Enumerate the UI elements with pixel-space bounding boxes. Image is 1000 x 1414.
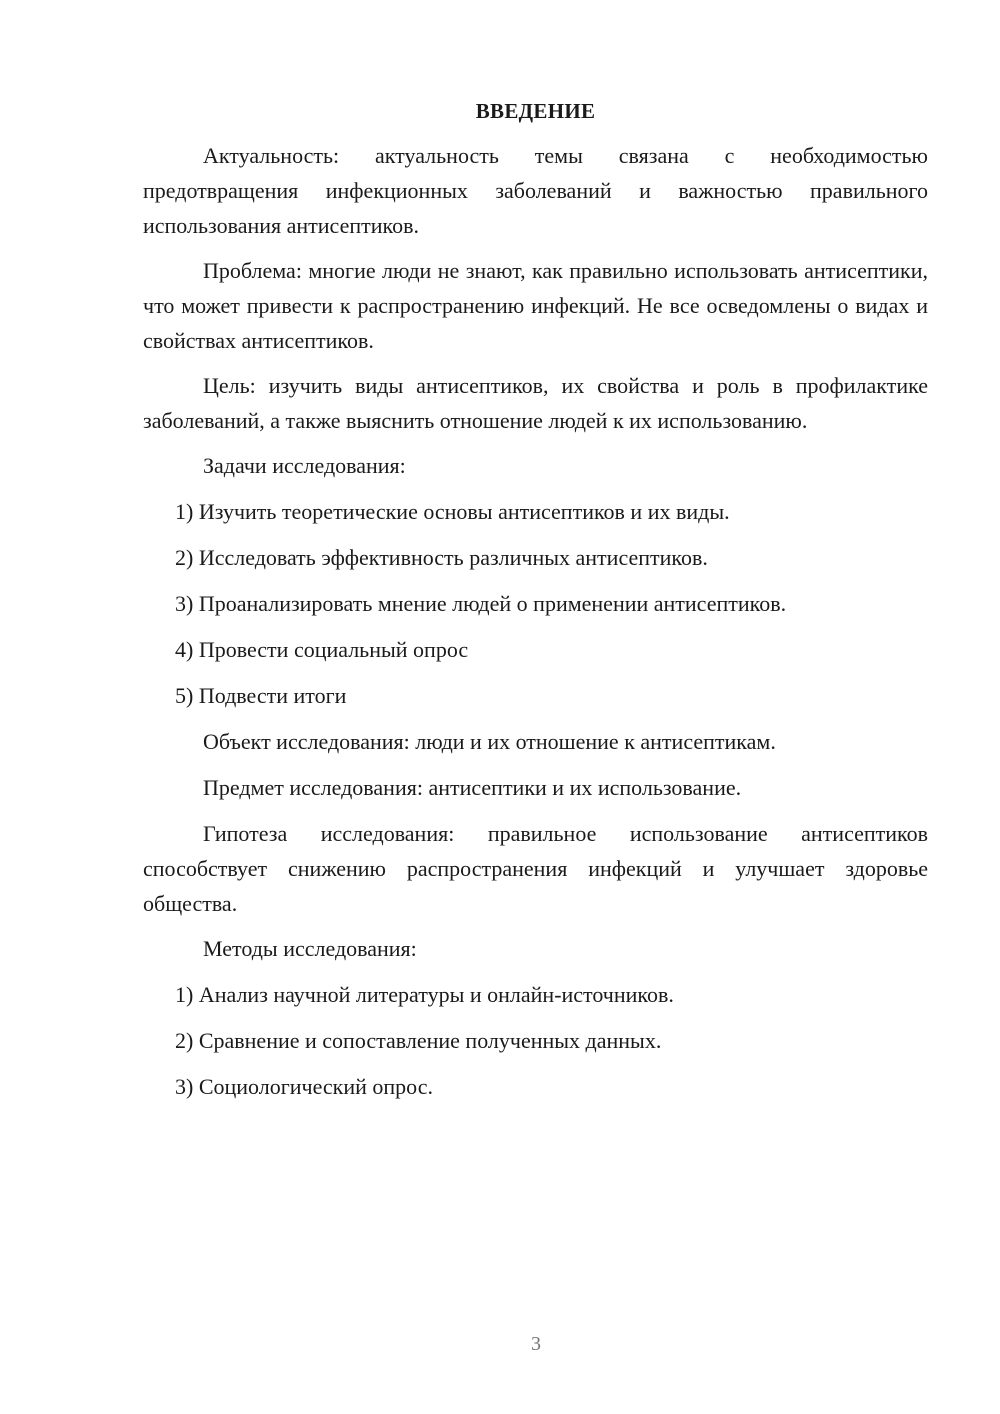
task-item: 4) Провести социальный опрос [175, 637, 469, 662]
subject-line: Предмет исследования: антисептики и их использование. [203, 775, 742, 800]
method-item: 1) Анализ научной литературы и онлайн-источников. [175, 982, 674, 1007]
page-number: 3 [531, 1333, 541, 1355]
hypothesis-paragraph: Гипотеза исследования: правильное использование антисептиков способствует снижению распространения инфекций и улучшает здоровье общества. [143, 821, 928, 916]
problem-paragraph: Проблема: многие люди не знают, как правильно использовать антисептики, что может привести к распространению инфекций. Не все осведомлены о видах и свойствах антисептиков. [143, 258, 928, 353]
goal-paragraph: Цель: изучить виды антисептиков, их свойства и роль в профилактике заболеваний, а также выяснить отношение людей к их использованию. [143, 373, 928, 433]
task-item: 1) Изучить теоретические основы антисептиков и их виды. [175, 499, 730, 524]
task-item: 5) Подвести итоги [175, 683, 347, 708]
method-item: 2) Сравнение и сопоставление полученных данных. [175, 1028, 662, 1053]
relevance-paragraph: Актуальность: актуальность темы связана с необходимостью предотвращения инфекционных заболеваний и важностью правильного использования антисептиков. [143, 143, 928, 238]
object-line: Объект исследования: люди и их отношение к антисептикам. [203, 729, 776, 754]
tasks-label: Задачи исследования: [203, 453, 406, 478]
section-title: ВВЕДЕНИЕ [475, 99, 596, 123]
task-item: 3) Проанализировать мнение людей о применении антисептиков. [175, 591, 787, 616]
methods-label: Методы исследования: [203, 936, 417, 961]
document-page [143, 92, 928, 1115]
method-item: 3) Социологический опрос. [175, 1074, 433, 1099]
task-item: 2) Исследовать эффективность различных антисептиков. [175, 545, 708, 570]
